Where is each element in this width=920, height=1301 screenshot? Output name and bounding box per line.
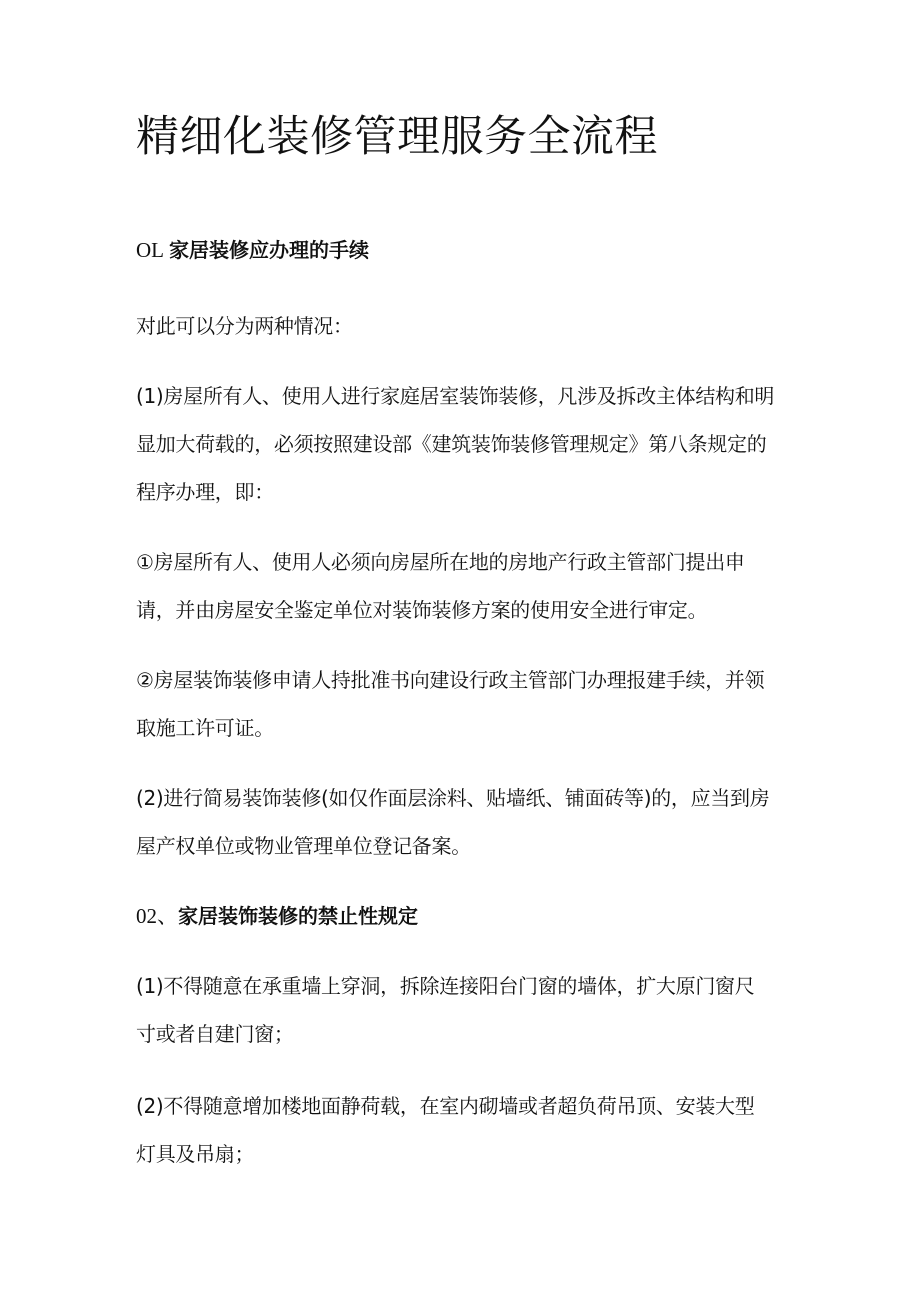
paragraph-line: 请，并由房屋安全鉴定单位对装饰装修方案的使用安全进行审定。 (136, 598, 708, 622)
paragraph-line: 对此可以分为两种情况： (136, 314, 353, 338)
section-heading-1 (136, 236, 369, 265)
section-heading-2 (136, 902, 418, 931)
paragraph-line: (1)房屋所有人、使用人进行家庭居室装饰装修，凡涉及拆改主体结构和明 (136, 384, 775, 408)
intro-paragraph (136, 302, 791, 350)
paragraph-2 (136, 538, 791, 634)
paragraph-6 (136, 1082, 791, 1178)
paragraph-1 (136, 372, 791, 516)
paragraph-4 (136, 774, 791, 870)
document-title: 精细化装修管理服务全流程 (136, 112, 658, 162)
section-title: 家居装修应办理的手续 (169, 238, 369, 262)
paragraph-line: ①房屋所有人、使用人必须向房屋所在地的房地产行政主管部门提出申 (136, 550, 745, 574)
paragraph-line: (2)进行简易装饰装修(如仅作面层涂料、贴墙纸、铺面砖等)的，应当到房 (136, 786, 770, 810)
paragraph-line: (2)不得随意增加楼地面静荷载，在室内砌墙或者超负荷吊顶、安装大型 (136, 1094, 755, 1118)
paragraph-line: 灯具及吊扇； (136, 1142, 255, 1166)
paragraph-line: 屋产权单位或物业管理单位登记备案。 (136, 834, 471, 858)
paragraph-line: 取施工许可证。 (136, 716, 274, 740)
paragraph-line: (1)不得随意在承重墙上穿洞，拆除连接阳台门窗的墙体，扩大原门窗尺 (136, 974, 755, 998)
section-number: OL (136, 238, 164, 262)
section-title: 家居装饰装修的禁止性规定 (178, 904, 418, 928)
paragraph-line: ②房屋装饰装修申请人持批准书向建设行政主管部门办理报建手续，并领 (136, 668, 765, 692)
paragraph-line: 寸或者自建门窗； (136, 1022, 294, 1046)
paragraph-3 (136, 656, 791, 752)
section-number: 02、 (136, 904, 178, 928)
paragraph-line: 显加大荷载的，必须按照建设部《建筑装饰装修管理规定》第八条规定的 (136, 432, 767, 456)
paragraph-line: 程序办理，即： (136, 480, 274, 504)
paragraph-5 (136, 962, 791, 1058)
